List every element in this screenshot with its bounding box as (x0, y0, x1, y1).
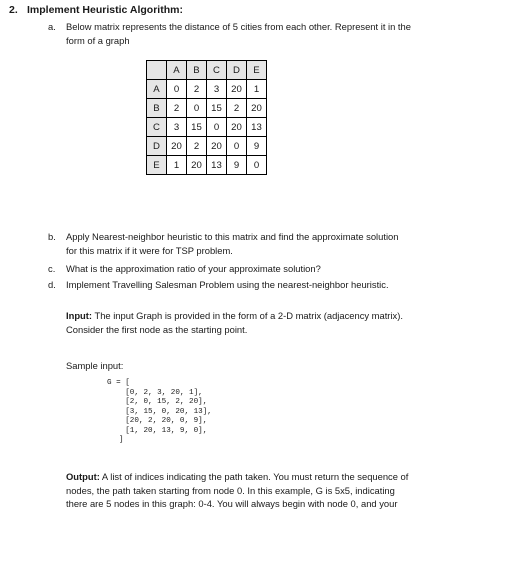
matrix-row-header: C (147, 118, 167, 137)
input-note (66, 309, 403, 336)
matrix-row-header: D (147, 137, 167, 156)
matrix-cell: 9 (227, 156, 247, 175)
matrix-row-header: E (147, 156, 167, 175)
matrix-col-header: B (187, 61, 207, 80)
matrix-cell: 0 (247, 156, 267, 175)
code-line: [2, 0, 15, 2, 20], (107, 398, 208, 406)
sample-input-code (107, 379, 212, 446)
item-a-line-1: Below matrix represents the distance of 5 cities from each other. Represent it in the (66, 21, 411, 32)
matrix-col-header: D (227, 61, 247, 80)
code-line: [20, 2, 20, 0, 9], (107, 417, 208, 425)
input-label: Input: (66, 310, 93, 321)
matrix-cell: 3 (167, 118, 187, 137)
matrix-col-header: C (207, 61, 227, 80)
matrix-cell: 15 (207, 99, 227, 118)
matrix-cell: 1 (247, 80, 267, 99)
item-d-marker: d. (48, 279, 56, 290)
matrix-col-header: E (247, 61, 267, 80)
matrix-header-row (147, 61, 267, 80)
matrix-row (147, 137, 267, 156)
input-note-line-1: The input Graph is provided in the form of a 2-D matrix (adjacency matrix). (92, 310, 403, 321)
question-number: 2. (9, 4, 18, 16)
question-title: Implement Heuristic Algorithm: (27, 4, 183, 16)
matrix-cell: 20 (247, 99, 267, 118)
item-b-marker: b. (48, 231, 56, 242)
matrix-cell: 20 (207, 137, 227, 156)
item-a-line-2: form of a graph (66, 34, 130, 46)
matrix-row-header: B (147, 99, 167, 118)
item-c-marker: c. (48, 263, 56, 274)
matrix-row (147, 99, 267, 118)
matrix-cell: 0 (207, 118, 227, 137)
matrix-cell: 9 (247, 137, 267, 156)
matrix-cell: 1 (167, 156, 187, 175)
matrix-cell: 20 (227, 118, 247, 137)
matrix-cell: 13 (207, 156, 227, 175)
matrix-cell: 0 (187, 99, 207, 118)
item-b (48, 230, 399, 257)
item-c-line-1: What is the approximation ratio of your approximate solution? (66, 263, 321, 274)
output-note-line-2: nodes, the path taken starting from node 0. In this example, G is 5x5, indicating (66, 484, 395, 496)
matrix-cell: 20 (187, 156, 207, 175)
code-line: [3, 15, 0, 20, 13], (107, 407, 212, 416)
output-note-line-3: there are 5 nodes in this graph: 0-4. You will always begin with node 0, and your (66, 498, 398, 509)
item-a (48, 20, 411, 47)
item-d-line-1: Implement Travelling Salesman Problem using the nearest-neighbor heuristic. (66, 279, 389, 290)
output-note-line-1: A list of indices indicating the path taken. You must return the sequence of (99, 471, 409, 482)
matrix-cell: 2 (187, 137, 207, 156)
item-c (48, 262, 321, 276)
code-line: [0, 2, 3, 20, 1], (107, 388, 203, 397)
item-a-marker: a. (48, 21, 56, 32)
matrix-cell: 2 (167, 99, 187, 118)
matrix-cell: 2 (227, 99, 247, 118)
code-line: G = [ (107, 379, 130, 387)
question-heading (9, 4, 183, 16)
matrix-cell: 0 (227, 137, 247, 156)
matrix-cell: 20 (167, 137, 187, 156)
matrix-cell: 15 (187, 118, 207, 137)
item-b-line-1: Apply Nearest-neighbor heuristic to this matrix and find the approximate solution (66, 231, 399, 242)
output-label: Output: (66, 471, 100, 482)
matrix-cell: 2 (187, 80, 207, 99)
input-note-line-2: Consider the first node as the starting point. (66, 323, 248, 335)
matrix-corner-cell (147, 61, 167, 80)
distance-matrix (146, 60, 267, 175)
matrix-row (147, 80, 267, 99)
matrix-row (147, 156, 267, 175)
item-d (48, 278, 389, 292)
code-line: [1, 20, 13, 9, 0], (107, 426, 208, 435)
item-b-line-2: for this matrix if it were for TSP problem. (66, 244, 233, 256)
matrix-cell: 3 (207, 80, 227, 99)
matrix-cell: 20 (227, 80, 247, 99)
matrix-cell: 13 (247, 118, 267, 137)
output-note (66, 470, 408, 511)
matrix-row (147, 118, 267, 137)
matrix-col-header: A (167, 61, 187, 80)
matrix-row-header: A (147, 80, 167, 99)
matrix-cell: 0 (167, 80, 187, 99)
code-line: ] (119, 436, 124, 444)
sample-input-label: Sample input: (66, 360, 124, 371)
